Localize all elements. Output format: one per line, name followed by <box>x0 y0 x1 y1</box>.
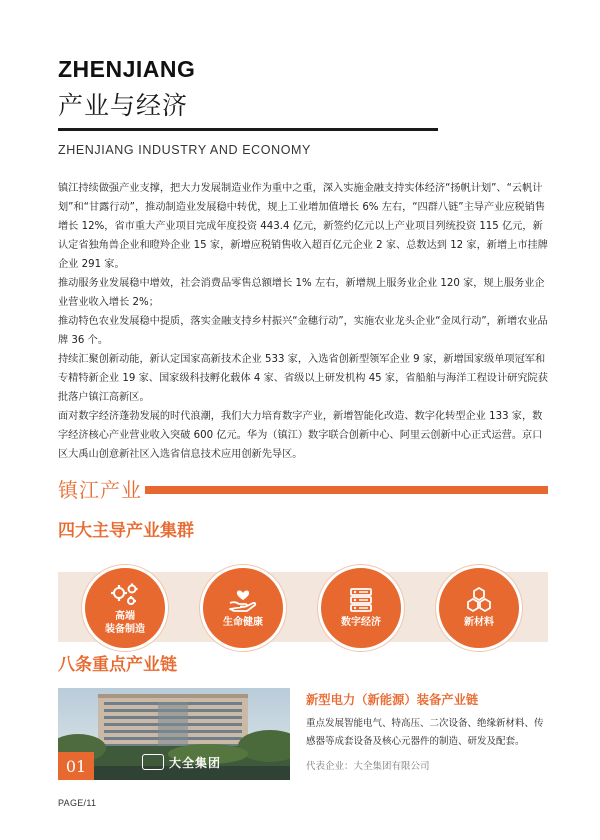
paragraph: 面对数字经济蓬勃发展的时代浪潮，我们大力培育数字产业，新增智能化改造、数字化转型企业 133 家，数字经济核心产业营业收入突破 600 亿元。华为（镇江）数字联合创新中心、阿里云创新中心正式运营。京口区大禹山创意新社区入选省信息技术应用创新先导区。 <box>58 411 543 460</box>
section-title-bar <box>145 486 548 494</box>
chain-description: 重点发展智能电气、特高压、二次设备、绝缘新材料、传感器等成套设备及核心元器件的制造、研发及配套。 <box>306 718 544 747</box>
page-title-en: ZHENJIANG <box>58 56 196 82</box>
chain-photo <box>58 688 290 780</box>
cluster-new-materials <box>436 565 522 651</box>
server-icon <box>344 587 378 613</box>
section-title: 镇江产业 <box>58 478 142 502</box>
chain-title: 新型电力（新能源）装备产业链 <box>306 692 479 707</box>
cluster-label: 高端 <box>115 610 135 622</box>
cluster-digital-economy <box>318 565 404 651</box>
paragraph: 持续汇聚创新动能，新认定国家高新技术企业 533 家，入选省创新型领军企业 9 家，新增国家级单项冠军和专精特新企业 19 家、国家级科技孵化载体 4 家、省级以上研发机构 45 家，省船舶与海洋工程设计研究院获批落户镇江高新区。 <box>58 354 548 403</box>
paragraph: 推动服务业发展稳中增效，社会消费品零售总额增长 1% 左右，新增规上服务业企业 120 家，规上服务业企业营业收入增长 2%； <box>58 278 545 308</box>
cluster-label: 装备制造 <box>105 623 145 635</box>
paragraph: 镇江持续做强产业支撑，把大力发展制造业作为重中之重，深入实施金融支持实体经济“扬帆计划”、“云帆计划”和“甘露行动”，推动制造业发展稳中转优，规上工业增加值增长 6% 左右，“四群八链”主导产业应税销售增长 12%，省市重大产业项目完成年度投资 443.4 亿元，新签约亿元以上产业项目列统投资 115 亿元，新认定省独角兽企业和瞪羚企业 15 家，新增应税销售收入超百亿元企业 2 家、总数达到 12 家，新增上市挂牌企业 291 家。 <box>58 183 548 270</box>
company-logo-icon <box>142 754 164 770</box>
photo-brand <box>142 752 221 772</box>
page-subtitle: ZHENJIANG INDUSTRY AND ECONOMY <box>58 143 311 157</box>
chains-heading: 八条重点产业链 <box>58 655 177 675</box>
paragraph: 推动特色农业发展稳中提质，落实金融支持乡村振兴“金穗行动”，实施农业龙头企业“金凤行动”，新增农业品牌 36 个。 <box>58 316 548 346</box>
clusters-heading: 四大主导产业集群 <box>58 521 194 541</box>
hand-heart-icon <box>226 587 260 613</box>
title-divider <box>58 128 438 131</box>
chain-number: 01 <box>58 752 94 780</box>
hexagon-molecule-icon <box>462 587 496 613</box>
gears-icon <box>108 581 142 607</box>
cluster-label: 生命健康 <box>223 617 263 628</box>
cluster-life-health <box>200 565 286 651</box>
page-number: PAGE/11 <box>58 798 97 808</box>
cluster-label: 新材料 <box>464 617 494 628</box>
body-text <box>58 179 548 464</box>
page-title-cn: 产业与经济 <box>58 91 189 120</box>
chain-enterprise: 代表企业：大全集团有限公司 <box>306 761 430 772</box>
cluster-label: 数字经济 <box>341 617 381 628</box>
photo-brand-text: 大全集团 <box>169 755 222 770</box>
cluster-equipment <box>82 565 168 651</box>
